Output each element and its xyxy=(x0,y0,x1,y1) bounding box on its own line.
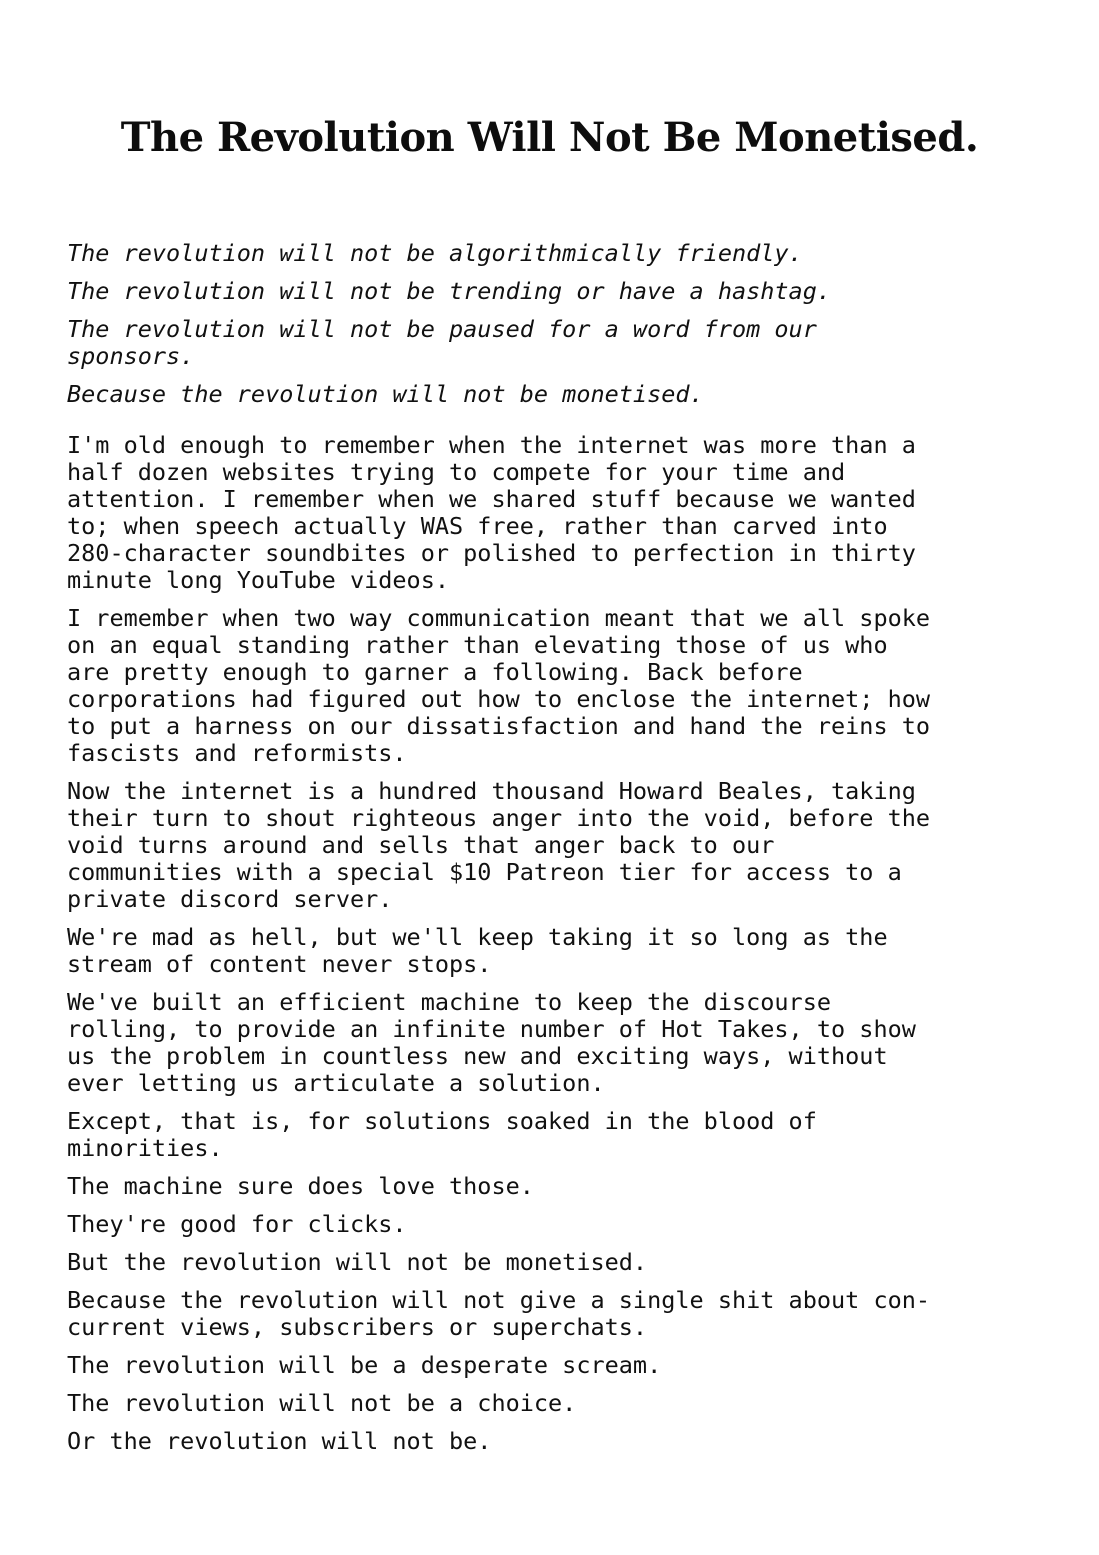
verse-line: The revolution will not be paused for a word from our sponsors. xyxy=(67,315,817,370)
paragraph: I'm old enough to remember when the internet was more than a half dozen websites trying to compete for your time and attention. I remember when we shared stuff because we wanted to; when speech actually WAS free, rather than carved into 280-character soundbites or polished to perfection in thirty minute long YouTube videos. xyxy=(67,431,916,594)
document-title: The Revolution Will Not Be Monetised. xyxy=(120,114,979,161)
verse-line: Because the revolution will not be monetised. xyxy=(67,380,704,408)
paragraph: The revolution will be a desperate scream. xyxy=(67,1351,662,1379)
verse-line: The revolution will not be trending or have a hashtag. xyxy=(67,277,832,305)
document-content xyxy=(67,240,1037,1466)
paragraph: The machine sure does love those. xyxy=(67,1172,534,1200)
paragraph: Now the internet is a hundred thousand Howard Beales, taking their turn to shout righteous anger into the void, before the void turns around and sells that anger back to our communities with a special $10 Patreon tier for access to a private discord server. xyxy=(67,777,931,913)
paragraph: We're mad as hell, but we'll keep taking it so long as the stream of content never stops. xyxy=(67,923,888,978)
paragraph: The revolution will not be a choice. xyxy=(67,1389,577,1417)
opening-verse xyxy=(67,240,1037,408)
paragraph: We've built an efficient machine to keep the discourse rolling, to provide an infinite number of Hot Takes, to show us the problem in countless new and exciting ways, without ever letting us articulate a solution. xyxy=(67,988,916,1097)
paragraph: Except, that is, for solutions soaked in the blood of minorities. xyxy=(67,1107,817,1162)
paragraph: They're good for clicks. xyxy=(67,1210,407,1238)
paragraph: But the revolution will not be monetised. xyxy=(67,1248,648,1276)
verse-line: The revolution will not be algorithmically friendly. xyxy=(67,239,803,267)
body-text xyxy=(67,432,1037,1455)
paragraph: Or the revolution will not be. xyxy=(67,1427,492,1455)
paragraph: I remember when two way communication meant that we all spoke on an equal standing rather than elevating those of us who are pretty enough to garner a following. Back before corporations had figured out how to enclose the internet; how to put a harness on our dissatisfaction and hand the reins to fascists and reformists. xyxy=(67,604,931,767)
paragraph: Because the revolution will not give a single shit about con- current views, subscribers or superchats. xyxy=(67,1286,931,1341)
